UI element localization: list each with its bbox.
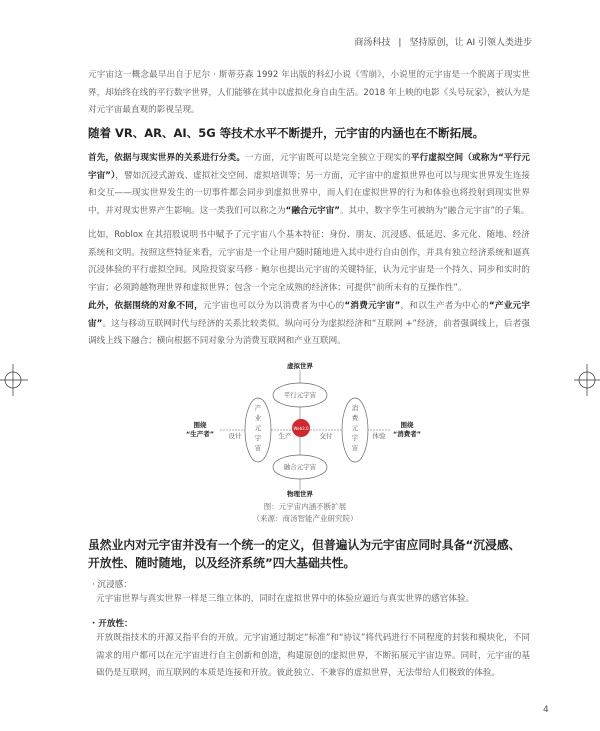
header-separator: |: [398, 38, 402, 48]
object-paragraph: [88, 298, 530, 351]
caption-line-1: 图：元宇宙内涵不断扩展: [263, 502, 347, 511]
metaverse-diagram: [180, 355, 430, 505]
classification-paragraph: [88, 150, 530, 220]
text: 。这与移动互联网时代与经济的关系比较类似。纵向可分为虚拟经济和“互联网 +”经济，前者强调线上，后者强调线上线下融合；横向根据不同对象分为消费互联网和产业互联网。: [88, 318, 530, 346]
section-heading: 随着 VR、AR、AI、5G 等技术水平不断提升，元宇宙的内涵也在不断拓展。: [88, 126, 485, 140]
bold-lead: 首先，依据与现实世界的关系进行分类。: [88, 153, 246, 163]
slogan: 坚持原创，让 AI 引领人类进步: [409, 38, 532, 48]
industry-label: [255, 403, 262, 452]
crop-mark-left-icon: [0, 360, 30, 400]
virtual-world-label: 虚拟世界: [287, 362, 313, 370]
consumer-char: 元: [351, 424, 359, 432]
company-name: 商汤科技: [354, 38, 391, 48]
deliver-label: 交付: [319, 432, 333, 440]
design-label: 设计: [228, 432, 242, 440]
caption-line-2: （来源：商汤智能产业研究院）: [252, 514, 358, 523]
bold-lead: 此外，依据围绕的对象不同，: [88, 301, 203, 311]
bold-term: “融合元宇宙”: [285, 205, 340, 216]
bullet-text-immersion: 元宇宙世界与真实世界一样是三维立体的，同时在虚拟世界中的体验应逼近与真实世界的感官体验。: [96, 594, 475, 604]
bullet-title-openness: · 开放性：: [92, 619, 133, 629]
bold-term: “消费元宇宙”: [344, 301, 401, 311]
left-label-a: 围绕: [193, 421, 207, 429]
industry-char: 业: [254, 414, 262, 422]
consumer-char: 宙: [351, 444, 359, 452]
industry-char: 宙: [254, 444, 262, 452]
left-label-b: “生产者”: [185, 430, 215, 438]
industry-char: 产: [254, 404, 262, 412]
consumer-char: 费: [351, 414, 359, 422]
bold-term: “产业元宇宙”: [88, 301, 530, 329]
intro-paragraph: 元宇宙这一概念最早出自于尼尔 · 斯蒂芬森 1992 年出版的科幻小说《雪崩》，小说里的元宇宙是一个脱离于现实世界，却始终在线的平行数字世界，人们能够在其中以虚拟化身自由生活。2018 年上映的电影《头号玩家》，被认为是对元宇宙最直观的影视呈现。: [88, 70, 530, 115]
consumer-char: 消: [351, 404, 359, 412]
text: 元宇宙也可以分为以消费者为中心的: [202, 301, 345, 311]
consumer-char: 宇: [351, 434, 359, 442]
page-number: 4: [543, 705, 549, 715]
right-label-b: “消费者”: [392, 430, 422, 438]
fusion-label: 融合元宇宙: [283, 463, 317, 471]
parallel-label: 平行元宇宙: [283, 391, 317, 399]
text: 。其中，数字孪生可被纳为“融合元宇宙”的子集。: [339, 205, 530, 216]
bullet-text-openness: 开放既指技术的开源又指平台的开放。元宇宙通过制定“标准”和“协议”将代码进行不同程度的封装和模块化，不同需求的用户都可以在元宇宙进行自主创新和创造，构建原创的虚拟世界，不断拓展元宇宙边界。同时，元宇宙的基础仍是互联网，而互联网的本质是连接和开放。彼此独立、不兼容的虚拟世界，无法带给人们极致的体验。: [96, 633, 530, 678]
text: ，譬如沉浸式游戏、虚拟社交空间、虚拟培训等；另一方面，元宇宙中的虚拟世界也可以与现实世界发生连接和交互——现实世界发生的一切事件都会同步到虚拟世界中，而人们在虚拟世界的行为和体验也将投射到现实世界中，并对现实世界产生影响。这一类我们可以称之为: [88, 170, 530, 216]
experience-label: 体验: [372, 432, 386, 440]
produce-label: 生产: [278, 432, 292, 440]
crop-mark-right-icon: [572, 360, 600, 400]
bullet-title-immersion: · 沉浸感：: [92, 580, 132, 590]
text: ，和以生产者为中心的: [400, 301, 489, 311]
bold-term: 平行虚拟空间（或称为“平行元宇宙”）: [88, 153, 530, 181]
roblox-paragraph: 比如，Roblox 在其招股说明书中赋予了元宇宙八个基本特征：身份、朋友、沉浸感、低延迟、多元化、随地、经济系统和文明。按照这些特征来看，元宇宙是一个让用户随时随地进入其中进行自由创作，并具有独立经济系统和逼真沉浸体验的平行虚拟空间。风险投资家马修 · 鲍尔也提出元宇宙的关键特征，认为元宇宙是一个持久、同步和实时的宇宙；必须跨越物理世界和虚拟世界；包含一个完全成熟的经济体；可提供“前所未有的互操作性”。: [88, 230, 530, 293]
page-header: [354, 35, 532, 48]
industry-char: 宇: [254, 434, 262, 442]
text: 一方面，元宇宙既可以是完全独立于现实的: [245, 153, 411, 163]
web3-label: Web3.0: [293, 426, 309, 431]
right-label-a: 围绕: [400, 421, 414, 429]
consumer-label: [352, 403, 359, 452]
section-heading-2: 虽然业内对元宇宙并没有一个统一的定义，但普遍认为元宇宙应同时具备“沉浸感、开放性、随时随地，以及经济系统”四大基础共性。: [88, 538, 521, 570]
industry-char: 元: [254, 424, 262, 432]
physical-world-label: 物理世界: [287, 490, 313, 498]
